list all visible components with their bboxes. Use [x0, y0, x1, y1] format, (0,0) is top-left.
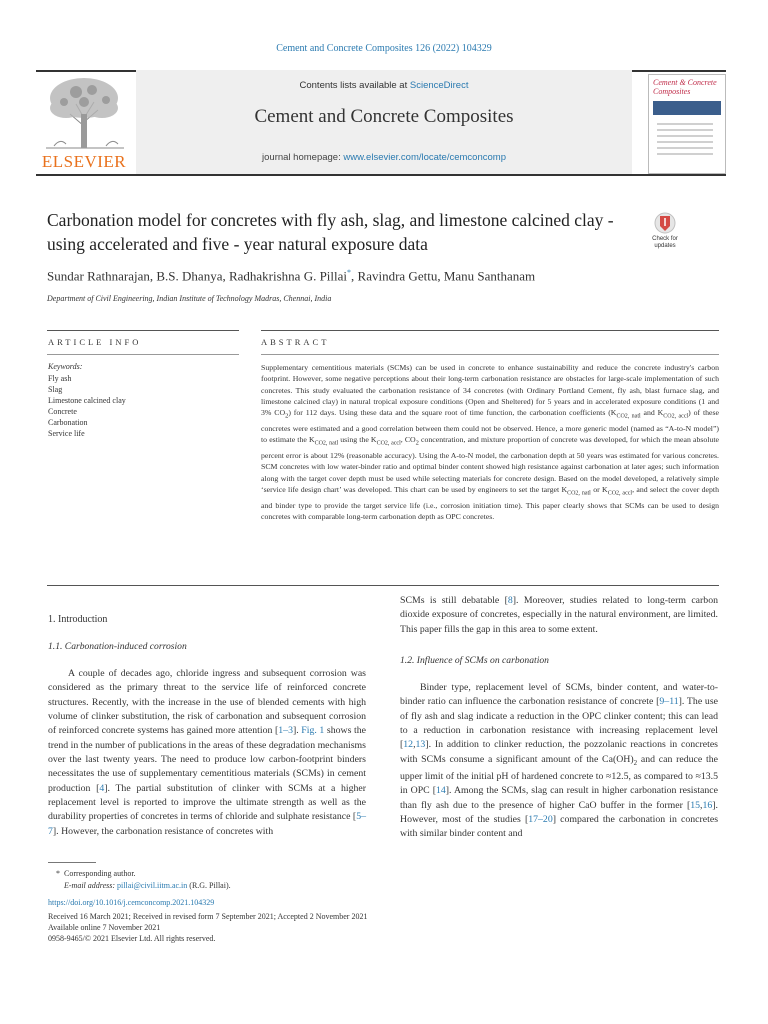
- received-dates: Received 16 March 2021; Received in revised form 7 September 2021; Accepted 2 November 2021: [48, 912, 368, 921]
- para-seg: ]. However, the carbonation resistance of concretes with: [52, 825, 274, 837]
- intro-paragraph: [48, 667, 366, 839]
- keyword-item: Concrete: [48, 407, 77, 416]
- scm-influence-paragraph: Binder type, replacement level of SCMs, binder content, and water-to-binder ratio can influence the carbonation resistance of concrete [9–11]. The use of fly ash and slag indicate a reduction in the OPC clinker content; this can lead to a reduction in carbonation resistance with increasing replacement level [12,13]. In addition to clinker reduction, the pozzolanic reactions in concretes with SCMs consume a significant amount of the $Ca(OH)_2$ and can reduce the upper limit of the initial pH of hardened concrete to ≈12.5, as compared to ≈13.5 in OPC [14]. Among the SCMs, slag can result in higher carbonation resistance than fly ash due to the presence of higher CaO buffer in the former [15,16]. However, most of the studies [17–20] compared the carbonation in concretes with similar binder content and: [400, 682, 719, 840]
- abstract-end-rule: [47, 585, 719, 586]
- keyword-item: Carbonation: [48, 418, 88, 427]
- doi-text[interactable]: https://doi.org/10.1016/j.cemconcomp.2021.104329: [48, 898, 215, 907]
- reference-link[interactable]: 5–7: [48, 811, 366, 837]
- journal-masthead: [36, 70, 726, 176]
- homepage-line: [136, 152, 632, 163]
- abstract-sub: CO2, accl: [663, 413, 689, 420]
- authors-rest: , Ravindra Gettu, Manu Santhanam: [351, 268, 536, 284]
- right-continuation-paragraph: [400, 594, 718, 637]
- corresponding-author-note: [56, 868, 136, 879]
- author-list: [47, 268, 687, 284]
- section-1-1-heading: 1.1. Carbonation-induced corrosion: [48, 641, 187, 652]
- para-seg: ]. However, most of the studies [: [400, 799, 718, 826]
- homepage-prefix: journal homepage:: [262, 152, 344, 163]
- email-note: [64, 880, 231, 891]
- masthead-bottom-rule: [36, 174, 726, 176]
- elsevier-tree-icon: [36, 74, 132, 150]
- abstract-seg: and K: [640, 408, 664, 418]
- abstract-sub: CO2, natl: [616, 413, 641, 420]
- abstract-seg: Supplementary cementitious materials (SCMs) can be used in concrete to enhance sustainability and reduce the concrete industry's carbon footprint. However, some negative perceptions about their long-term carbonation resistance are obstacles for large-scale implementation of such concretes. This study evaluated the carbonation resistance of 34 concretes (with Ordinary Portland Cement, fly ash, blast furnace slag, and limestone calcined clay) in natural tropical exposure conditions (Open and Sheltered) for 5 years and in accelerated exposure conditions (1 and 3% CO: [261, 363, 719, 418]
- email-label: E-mail address:: [64, 881, 116, 890]
- figure-link[interactable]: Fig. 1: [301, 725, 325, 737]
- abstract-seg: using the K: [338, 435, 377, 445]
- keyword-item: Limestone calcined clay: [48, 396, 126, 405]
- abstract-seg: , and select the cover depth and binder type to provide the target service life (i.e., corrosion initiation time). This paper clearly shows that SCMs can be used to design concretes with comparable long-term carbonation depth as OPC concretes.: [261, 485, 719, 522]
- para-seg: A couple of decades ago, chloride ingress and subsequent corrosion was considered as the primary threat to the service life of reinforced concrete structures. Recently, with the increase in the use of blended cements with high volume of clinker substitution, the risk of carbonation and subsequent corrosion of reinforced concrete systems has gained more attention [: [48, 668, 366, 737]
- para-seg: ]. Among the SCMs, slag can result in higher carbonation resistance than fly ash due to the presence of higher CaO buffer in the former [: [400, 785, 718, 811]
- reference-link[interactable]: 8: [507, 595, 513, 606]
- reference-link[interactable]: 17–20: [528, 814, 553, 826]
- elsevier-tree-logo: [36, 74, 132, 172]
- copyright: 0958-9465/© 2021 Elsevier Ltd. All rights reserved.: [48, 934, 216, 943]
- journal-cover-thumbnail[interactable]: [648, 74, 726, 174]
- abstract-rule: [261, 330, 719, 331]
- article-info-rule: [47, 330, 239, 331]
- footnote-rule: [48, 862, 96, 863]
- abstract-sub-rule: [261, 354, 719, 355]
- email-suffix: (R.G. Pillai).: [187, 881, 231, 890]
- doi-link[interactable]: [48, 897, 214, 908]
- journal-homepage-link[interactable]: www.elsevier.com/locate/cemconcomp: [343, 152, 506, 163]
- affiliation: Department of Civil Engineering, Indian Institute of Technology Madras, Chennai, India: [47, 294, 332, 303]
- authors-first: Sundar Rathnarajan, B.S. Dhanya, Radhakrishna G. Pillai: [47, 268, 348, 284]
- para-seg: Binder type, replacement level of SCMs, binder content, and water-to-binder ratio can influence the carbonation resistance of concrete [: [400, 682, 718, 708]
- abstract-text: [261, 362, 719, 523]
- abstract-seg: or K: [590, 485, 608, 495]
- cover-text-lines: [657, 123, 713, 159]
- reference-link[interactable]: 9–11: [659, 696, 679, 708]
- reference-link[interactable]: 12: [403, 739, 414, 751]
- reference-link[interactable]: 16: [702, 799, 713, 811]
- para-seg: ]. The partial substitution of clinker with SCMs at a higher replacement level is reported to improve the ultimate strength as well as the durability properties of concretes in terms of chloride and sulphate resistance [: [48, 782, 366, 823]
- corresponding-author-mark[interactable]: *: [347, 268, 352, 277]
- corresponding-label: Corresponding author.: [64, 869, 136, 878]
- para-seg: shows the trend in the number of publications in the areas of these degradation mechanisms over the last twenty years. The need to produce low carbon-footprint binders necessitates the use of supplementary cementitious materials (SCMs) in cement production [: [48, 725, 366, 794]
- abstract-seg: ) for 112 days. Using these data and the square root of time function, the carbonation coefficients (K: [288, 408, 617, 418]
- running-header[interactable]: Cement and Concrete Composites 126 (2022) 104329: [276, 43, 492, 54]
- abstract-seg: ) of these concretes were estimated and a good correlation between them could not be observed. Hence, a more generic model (named as “A-to-N model”) to estimate the K: [261, 408, 719, 445]
- check-for-updates-badge[interactable]: [648, 212, 682, 258]
- section-1-2-heading: 1.2. Influence of SCMs on carbonation: [400, 655, 549, 666]
- section-1-heading: 1. Introduction: [48, 614, 108, 625]
- abstract-seg: concentration, and mixture proportion of concrete was developed, for which the mean absolute percent error is about 12% (reasonable accuracy). Using the A-to-N model, the carbonation depth at 50 years was estimated for various concretes. SCM concretes with low water-binder ratio and optimal binder content showed high resistance against carbonation at later ages; such information along with the target cover depth must be used while selecting materials for concrete design. Based on the model developed, a relatively simple ‘service life design chart’ was developed. This chart can be used by engineers to set the target K: [261, 435, 719, 495]
- article-info-sub-rule: [47, 354, 239, 355]
- para-seg: ]. Moreover, studies related to long-term carbon dioxide exposure of concretes, especially in the natural environment, are limited. This paper fills the gap in this area to some extent.: [400, 595, 718, 635]
- para-seg: ]. In addition to clinker reduction, the pozzolanic reactions in concretes with SCMs consume a significant amount of the Ca(OH): [400, 739, 718, 765]
- corresponding-mark: *: [56, 869, 60, 878]
- contents-prefix: Contents lists available at: [299, 80, 410, 91]
- abstract-seg: , CO: [400, 435, 416, 445]
- available-online: Available online 7 November 2021: [48, 923, 161, 932]
- abstract-sub: CO2, natl: [314, 440, 339, 447]
- journal-title: Cement and Concrete Composites: [254, 106, 514, 127]
- keywords-label: Keywords:: [48, 362, 83, 371]
- para-seg: and can reduce the upper limit of the initial pH of hardened concrete to ≈12.5, as compared to ≈13.5 in OPC [: [400, 753, 718, 797]
- para-sub: 2: [633, 758, 638, 767]
- abstract-sub: CO2, natl: [567, 490, 591, 497]
- reference-link[interactable]: 14: [435, 785, 446, 797]
- cover-title: Cement & Concrete Composites: [653, 78, 717, 96]
- reference-link[interactable]: 13: [415, 739, 426, 751]
- abstract-sub: CO2, accl: [607, 490, 633, 497]
- cover-band: [653, 101, 721, 115]
- abstract-heading: ABSTRACT: [261, 337, 330, 347]
- article-title: Carbonation model for concretes with fly ash, slag, and limestone calcined clay - using accelerated and five - year natural exposure data: [47, 210, 614, 254]
- elsevier-wordmark: ELSEVIER: [41, 152, 127, 171]
- sciencedirect-link[interactable]: ScienceDirect: [409, 80, 469, 91]
- crossmark-icon: [648, 212, 682, 236]
- reference-link[interactable]: 4: [99, 782, 105, 794]
- para-seg: SCMs is still debatable [: [400, 595, 508, 606]
- email-link[interactable]: pillai@civil.iitm.ac.in: [117, 881, 188, 890]
- abstract-sub: CO2, accl: [376, 440, 401, 447]
- reference-link[interactable]: 15: [690, 799, 701, 811]
- abstract-sub: 2: [285, 412, 289, 420]
- crossmark-label: Check for updates: [652, 236, 678, 249]
- contents-line: [136, 80, 632, 91]
- reference-link[interactable]: 1–3: [278, 725, 293, 737]
- keywords-list: [48, 373, 126, 439]
- abstract-sub: 2: [415, 439, 419, 447]
- keyword-item: Slag: [48, 385, 63, 394]
- para-seg: ] compared the carbonation in concretes with similar binder content and: [400, 814, 719, 840]
- keyword-item: Service life: [48, 429, 85, 438]
- para-seg: ].: [292, 725, 302, 737]
- keyword-item: Fly ash: [48, 374, 72, 383]
- para-seg: ]. The use of fly ash and slag indicate a reduction in the OPC clinker content; this can lead to a reduction in carbonation resistance with increasing replacement level [: [400, 696, 718, 751]
- article-info-heading: ARTICLE INFO: [48, 337, 142, 347]
